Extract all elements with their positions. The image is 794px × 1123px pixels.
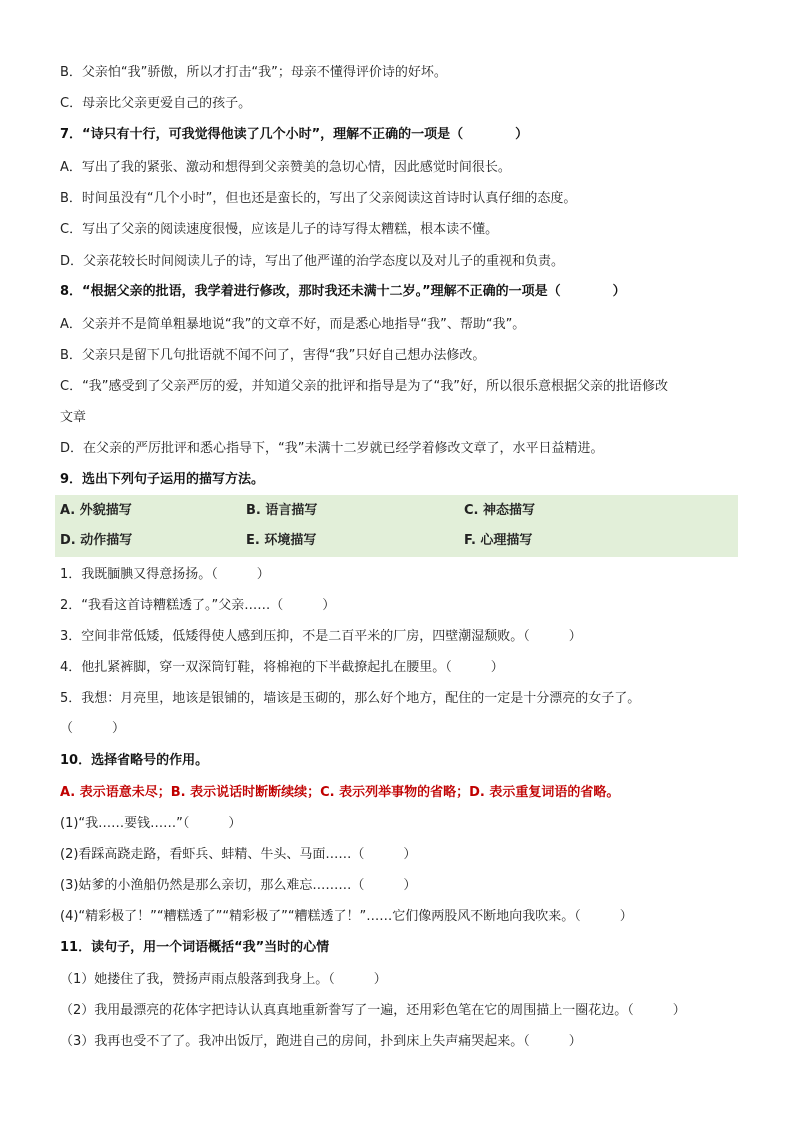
question-7: 7．“诗只有十行，可我觉得他读了几个小时”，理解不正确的一项是（ ） xyxy=(60,127,529,142)
q11-item-3: （3）我再也受不了了。我冲出饭厅，跑进自己的房间，扑到床上失声痛哭起来。（ ） xyxy=(60,1034,582,1049)
q9-item-5: 5．我想：月亮里，地该是银铺的，墙该是玉砌的，那么好个地方，配住的一定是十分漂亮的女子了。 xyxy=(60,691,641,706)
q8-option-d: D．在父亲的严厉批评和悉心指导下，“我”未满十二岁就已经学着修改文章了，水平日益精进。 xyxy=(60,441,604,456)
q9-item-2: 2．“我看这首诗糟糕透了。”父亲……（ ） xyxy=(60,598,336,613)
option-b-line: B．父亲怕“我”骄傲，所以才打击“我”；母亲不懂得评价诗的好坏。 xyxy=(60,65,447,80)
q9-option-d: D. 动作描写 xyxy=(60,533,133,548)
question-8: 8．“根据父亲的批语，我学着进行修改，那时我还未满十二岁。”理解不正确的一项是（ ） xyxy=(60,284,626,299)
q10-item-4: (4)“精彩极了！”“糟糕透了”“精彩极了”“糟糕透了！”……它们像两股风不断地向我吹来。（ ） xyxy=(60,909,633,924)
q9-option-f: F. 心理描写 xyxy=(464,533,533,548)
q9-item-3: 3．空间非常低矮，低矮得使人感到压抑，不是二百平米的厂房，四壁潮湿颓败。（ ） xyxy=(60,629,582,644)
q11-item-2: （2）我用最漂亮的花体字把诗认认真真地重新誊写了一遍，还用彩色笔在它的周围描上一圈花边。（ ） xyxy=(60,1003,686,1018)
q9-options-table xyxy=(55,495,738,557)
q10-item-1: (1)“我……要钱……”（ ） xyxy=(60,816,242,831)
q9-item-4: 4．他扎紧裤脚，穿一双深筒钉鞋，将棉袍的下半截撩起扎在腰里。（ ） xyxy=(60,660,504,675)
q8-option-c: C．“我”感受到了父亲严厉的爱，并知道父亲的批评和指导是为了“我”好，所以很乐意根据父亲的批语修改 xyxy=(60,379,669,394)
q8-option-c-cont: 文章 xyxy=(60,410,87,425)
q10-item-2: (2)看踩高跷走路，看虾兵、蚌精、牛头、马面……（ ） xyxy=(60,847,417,862)
q7-option-d: D．父亲花较长时间阅读儿子的诗，写出了他严谨的治学态度以及对儿子的重视和负责。 xyxy=(60,254,565,269)
q10-options: A. 表示语意未尽；B. 表示说话时断断续续；C. 表示列举事物的省略；D. 表示重复词语的省略。 xyxy=(60,785,620,800)
q11-item-1: （1）她搂住了我，赞扬声雨点般落到我身上。（ ） xyxy=(60,972,387,987)
q8-option-b: B．父亲只是留下几句批语就不闻不问了，害得“我”只好自己想办法修改。 xyxy=(60,348,486,363)
question-9: 9．选出下列句子运用的描写方法。 xyxy=(60,472,265,487)
q9-option-a: A. 外貌描写 xyxy=(60,503,132,518)
q7-option-c: C．写出了父亲的阅读速度很慢，应该是儿子的诗写得太糟糕，根本读不懂。 xyxy=(60,222,499,237)
q9-option-e: E. 环境描写 xyxy=(246,533,317,548)
q9-option-b: B. 语言描写 xyxy=(246,503,318,518)
question-11: 11．读句子，用一个词语概括“我”当时的心情 xyxy=(60,940,330,955)
q9-item-1: 1．我既腼腆又得意扬扬。（ ） xyxy=(60,567,270,582)
q7-option-a: A．写出了我的紧张、激动和想得到父亲赞美的急切心情，因此感觉时间很长。 xyxy=(60,160,511,175)
q7-option-b: B．时间虽没有“几个小时”，但也还是蛮长的，写出了父亲阅读这首诗时认真仔细的态度。 xyxy=(60,191,577,206)
q10-item-3: (3)姑爹的小渔船仍然是那么亲切，那么难忘………（ ） xyxy=(60,878,417,893)
q9-item-5-blank: （ ） xyxy=(60,721,126,736)
option-c-line: C．母亲比父亲更爱自己的孩子。 xyxy=(60,96,252,111)
question-10: 10．选择省略号的作用。 xyxy=(60,753,209,768)
q9-option-c: C. 神态描写 xyxy=(464,503,536,518)
q8-option-a: A．父亲并不是简单粗暴地说“我”的文章不好，而是悉心地指导“我”、帮助“我”。 xyxy=(60,317,526,332)
